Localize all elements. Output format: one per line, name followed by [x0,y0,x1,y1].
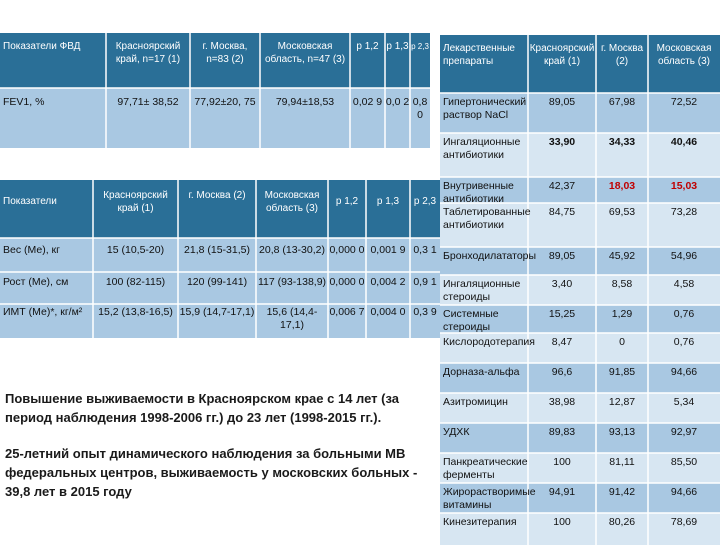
drug-row-c2: 18,03 [608,180,636,192]
fvd-header-p23: p 2,3 [411,42,429,51]
anthro-row-c1: 15,2 (13,8-16,5) [98,306,173,318]
drug-row-c1: 96,6 [551,366,573,378]
drug-row-c2: 91,85 [608,366,636,378]
drug-row-c2: 69,53 [608,206,636,218]
anthro-row-c3: 20,8 (13-30,2) [259,244,325,256]
anthro-row-p13: 0,004 2 [370,276,406,288]
drug-row-c2: 67,98 [608,96,636,108]
drug-row-c2: 1,29 [611,308,633,320]
drug-row-name: Внутривенные антибиотики [443,180,514,205]
anthro-row-label: Рост (Ме), см [3,276,69,288]
drug-row-name: Ингаляционные антибиотики [443,136,521,161]
drug-row-name: Ингаляционные стероиды [443,278,521,303]
anthro-row-c1: 100 (82-115) [105,276,166,288]
drug-row-c2: 45,92 [608,250,636,262]
followup-text: 25-летний опыт динамического наблюдения за больными МВ федеральных центров, выживаемость у московских больных - 39,8 лет в 2015 году [5,446,418,499]
fvd-row-p23: 0,8 0 [412,96,428,121]
fvd-header-p12: p 1,2 [356,41,379,52]
drug-row-c2: 81,11 [609,456,635,468]
drug-row-c3: 0,76 [673,308,695,320]
drug-row-c2: 34,33 [608,136,636,148]
drug-row-c1: 3,40 [551,278,573,290]
drug-row-c1: 38,98 [548,396,576,408]
anthro-header-moscow-region: Московская область (3) [264,190,320,214]
drug-row-name: Кинезитерапия [443,516,517,528]
drug-row-name: Кислородотерапия [443,336,535,348]
anthro-row-label: ИМТ (Ме)*, кг/м² [3,306,83,318]
anthro-header-krasnoyarsk: Красноярский край (1) [103,190,168,214]
fvd-header-moscow: г. Москва, n=83 (2) [202,41,248,65]
drug-row-c3: 72,52 [670,96,698,108]
anthro-row-p12: 0,000 0 [329,276,365,288]
drug-row-c3: 78,69 [670,516,698,528]
fvd-row-label: FEV1, % [3,96,45,108]
fvd-row-c3: 79,94±18,53 [275,96,335,108]
drug-row-name: Азитромицин [443,396,508,408]
anthro-row-p23: 0,3 1 [413,244,437,256]
drug-row-name: УДХК [443,426,470,438]
drug-row-name: Панкреатические ферменты [443,456,528,481]
drug-row-c2: 0 [619,336,625,348]
anthro-row-p23: 0,3 9 [413,306,437,318]
anthro-row-c1: 15 (10,5-20) [106,244,165,256]
drug-header-moscow: г. Москва (2) [600,43,644,67]
fvd-row-p12: 0,02 9 [352,96,383,108]
anthro-header-p13: p 1,3 [376,196,400,207]
drug-row-name: Бронходилататоры [443,250,537,262]
drug-row-name: Таблетированные антибиотики [443,206,531,231]
drug-row-c3: 0,76 [673,336,695,348]
drug-row-c3: 94,66 [670,366,698,378]
fvd-header-p13: p 1,3 [386,41,409,52]
anthro-header-indicator: Показатели [3,196,57,207]
drug-row-c1: 84,75 [548,206,576,218]
drug-row-c3: 54,96 [670,250,698,262]
drug-header-moscow-region: Московская область (3) [656,43,712,67]
drug-row-c1: 100 [553,456,571,468]
drug-row-c1: 42,37 [548,180,576,192]
fvd-header-indicator: Показатели ФВД [3,41,81,52]
drug-row-name: Системные стероиды [443,308,499,333]
drug-row-c2: 93,13 [608,426,636,438]
anthro-row-label: Вес (Ме), кг [3,244,60,256]
drug-row-c1: 100 [553,516,571,528]
survival-text: Повышение выживаемости в Красноярском крае с 14 лет (за период наблюдения 1998-2006 гг.) до 23 лет (1998-2015 гг.). [5,391,400,425]
fvd-header-krasnoyarsk: Красноярский край, n=17 (1) [115,41,181,65]
drug-row-c3: 15,03 [670,180,698,192]
drug-header-name: Лекарственные препараты [443,43,515,67]
drug-row-c3: 4,58 [673,278,695,290]
drug-row-name: Гипертонический раствор NaCl [443,96,527,121]
anthro-row-c2: 21,8 (15-31,5) [184,244,250,256]
fvd-row-c1: 97,71± 38,52 [117,96,179,108]
drug-row-c3: 85,50 [670,456,698,468]
drug-row-c2: 8,58 [611,278,633,290]
drug-row-c1: 89,05 [548,250,576,262]
drug-row-c1: 89,05 [548,96,576,108]
drug-row-c1: 89,83 [548,426,576,438]
drug-row-c3: 92,97 [670,426,698,438]
drug-row-name: Дорназа-альфа [443,366,520,378]
fvd-row-c2: 77,92±20, 75 [194,96,256,108]
anthro-row-c2: 15,9 (14,7-17,1) [179,306,255,318]
drug-row-name: Жирорастворимые витамины [443,486,536,511]
anthro-row-p23: 0,9 1 [413,276,437,288]
drug-row-c1: 33,90 [548,136,576,148]
drug-row-c3: 5,34 [673,396,695,408]
fvd-header-moscow-region: Московская область, n=47 (3) [264,41,346,65]
drug-row-c3: 73,28 [670,206,698,218]
anthro-row-p13: 0,004 0 [370,306,406,318]
anthro-row-p12: 0,000 0 [329,244,365,256]
drug-row-c3: 40,46 [670,136,698,148]
anthro-header-p12: p 1,2 [335,196,359,207]
drug-row-c1: 94,91 [548,486,576,498]
anthro-row-p13: 0,001 9 [370,244,406,256]
anthro-row-c3: 15,6 (14,4-17,1) [266,306,318,331]
fvd-row-p13: 0,0 2 [385,96,410,108]
drug-row-c3: 94,66 [670,486,698,498]
drug-row-c2: 12,87 [608,396,636,408]
anthro-row-p12: 0,006 7 [329,306,365,318]
drug-row-c1: 8,47 [551,336,573,348]
anthro-header-p23: p 2,3 [413,196,437,207]
drug-row-c2: 80,26 [608,516,636,528]
drug-row-c1: 15,25 [548,308,576,320]
anthro-row-c3: 117 (93-138,9) [257,276,327,288]
anthro-header-moscow: г. Москва (2) [188,190,246,201]
drug-row-c2: 91,42 [608,486,636,498]
drug-header-krasnoyarsk: Красноярский край (1) [529,43,595,67]
anthro-row-c2: 120 (99-141) [186,276,248,288]
